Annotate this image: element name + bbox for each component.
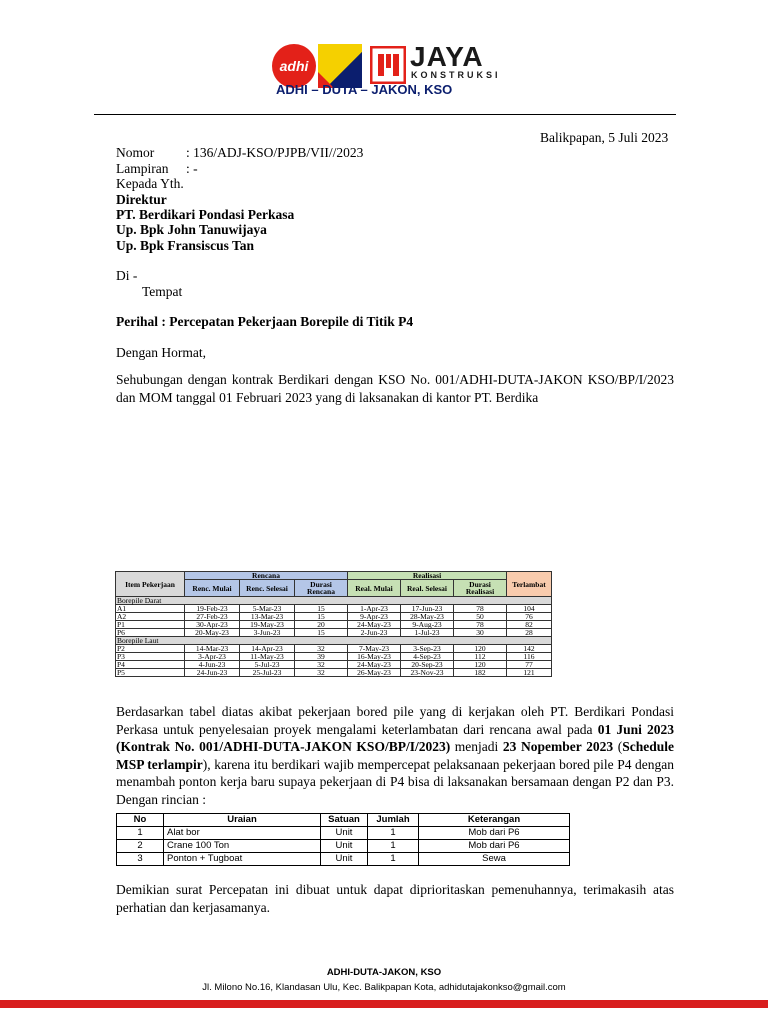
th-no: No — [117, 814, 164, 827]
th-keterangan: Keterangan — [419, 814, 570, 827]
cell: 39 — [295, 653, 348, 661]
recipient-up1: Up. Bpk John Tanuwijaya — [116, 222, 267, 237]
recipient-up2: Up. Bpk Fransiscus Tan — [116, 238, 255, 253]
cell: 28 — [507, 629, 552, 637]
footer-address: Jl. Milono No.16, Klandasan Ulu, Kec. Balikpapan Kota, adhidutajakonkso@gmail.com — [202, 982, 566, 993]
table-row — [116, 621, 552, 629]
cell: 7-May-23 — [348, 645, 401, 653]
cell: 17-Jun-23 — [401, 605, 454, 613]
cell: 1 — [117, 827, 164, 840]
subject-line: Perihal : Percepatan Pekerjaan Borepile di Titik P4 — [116, 314, 414, 329]
cell: 3-Sep-23 — [401, 645, 454, 653]
para-text: ( — [613, 739, 623, 754]
cell: 120 — [454, 645, 507, 653]
cell: 13-Mar-23 — [240, 613, 295, 621]
cell: 5-Mar-23 — [240, 605, 295, 613]
recipient-company: PT. Berdikari Pondasi Perkasa — [116, 207, 295, 222]
th-real-mulai: Real. Mulai — [348, 580, 401, 597]
cell: 24-May-23 — [348, 661, 401, 669]
th-durasi-realisasi: Durasi Realisasi — [454, 580, 507, 597]
cell: 32 — [295, 661, 348, 669]
cell: Alat bor — [164, 827, 321, 840]
cell: 112 — [454, 653, 507, 661]
cell: 14-Mar-23 — [185, 645, 240, 653]
cell: 82 — [507, 621, 552, 629]
cell: 1 — [368, 827, 419, 840]
konstruksi-logo-text: KONSTRUKSI — [411, 70, 501, 80]
th-jumlah: Jumlah — [368, 814, 419, 827]
recipient-kepada: Kepada Yth. — [116, 176, 184, 191]
paragraph-intro: Sehubungan dengan kontrak Berdikari dengan KSO No. 001/ADHI-DUTA-JAKON KSO/BP/I/2023 dan MOM tanggal 01 Februari 2023 yang di laksanakan di kantor PT. Berdika — [116, 372, 674, 405]
cell: 9-Aug-23 — [401, 621, 454, 629]
th-item: Item Pekerjaan — [116, 572, 185, 597]
lampiran-label: Lampiran — [116, 161, 169, 176]
cell: 32 — [295, 669, 348, 677]
th-renc-selesai: Renc. Selesai — [240, 580, 295, 597]
para-bold-date: 01 Juni 2023 (Kontrak No. 001/ADHI-DUTA-JAKON KSO/BP/I/2023) — [116, 721, 674, 754]
table-row — [116, 605, 552, 613]
cell: 4-Sep-23 — [401, 653, 454, 661]
th-realisasi: Realisasi — [348, 572, 507, 580]
table-row — [116, 645, 552, 653]
cell: Mob dari P6 — [419, 840, 570, 853]
cell: 3-Apr-23 — [185, 653, 240, 661]
cell: 77 — [507, 661, 552, 669]
cell: 24-Jun-23 — [185, 669, 240, 677]
para-text: Berdasarkan tabel diatas akibat pekerjaan bored pile yang di kerjakan oleh PT. Berdikari Pondasi Perkasa untuk penyelesaian proyek mengalami keterlambatan dari rencana awal pada — [116, 704, 674, 737]
jaya-logo-mark — [370, 46, 406, 84]
recipient-tempat: Tempat — [142, 284, 183, 299]
para-text: menjadi — [450, 739, 503, 754]
cell: 1 — [368, 853, 419, 866]
table-row — [116, 613, 552, 621]
cell: 4-Jun-23 — [185, 661, 240, 669]
cell: Unit — [321, 827, 368, 840]
schedule-table — [115, 571, 552, 677]
th-renc-mulai: Renc. Mulai — [185, 580, 240, 597]
cell: 32 — [295, 645, 348, 653]
cell: 121 — [507, 669, 552, 677]
cell: Mob dari P6 — [419, 827, 570, 840]
para-bold-schedule: Schedule MSP terlampir — [116, 739, 674, 772]
cell: P6 — [116, 629, 185, 637]
cell: Ponton + Tugboat — [164, 853, 321, 866]
salutation: Dengan Hormat, — [116, 345, 206, 360]
nomor-label: Nomor — [116, 145, 155, 160]
cell: 78 — [454, 621, 507, 629]
cell: Crane 100 Ton — [164, 840, 321, 853]
paragraph-delay — [116, 703, 674, 808]
cell: 19-May-23 — [240, 621, 295, 629]
cell: 2-Jun-23 — [348, 629, 401, 637]
section-borepile-darat: Borepile Darat — [116, 597, 552, 605]
cell: 5-Jul-23 — [240, 661, 295, 669]
cell: 2 — [117, 840, 164, 853]
recipient-title: Direktur — [116, 192, 167, 207]
cell: 182 — [454, 669, 507, 677]
lampiran-value: : - — [186, 161, 198, 176]
cell: P2 — [116, 645, 185, 653]
cell: P4 — [116, 661, 185, 669]
th-uraian: Uraian — [164, 814, 321, 827]
footer-company: ADHI-DUTA-JAKON, KSO — [326, 967, 442, 978]
place-date: Balikpapan, 5 Juli 2023 — [540, 130, 669, 145]
cell: 20-Sep-23 — [401, 661, 454, 669]
section-borepile-laut: Borepile Laut — [116, 637, 552, 645]
cell: 19-Feb-23 — [185, 605, 240, 613]
cell: 116 — [507, 653, 552, 661]
cell: 11-May-23 — [240, 653, 295, 661]
adhi-logo: adhi — [272, 44, 316, 88]
cell: 3 — [117, 853, 164, 866]
nomor-value: : 136/ADJ-KSO/PJPB/VII//2023 — [186, 145, 364, 160]
cell: 15 — [295, 613, 348, 621]
table-row — [117, 853, 570, 866]
footer-bar — [0, 1000, 768, 1008]
cell: A1 — [116, 605, 185, 613]
cell: P5 — [116, 669, 185, 677]
th-rencana: Rencana — [185, 572, 348, 580]
table-row — [116, 661, 552, 669]
cell: 104 — [507, 605, 552, 613]
cell: 26-May-23 — [348, 669, 401, 677]
cell: 50 — [454, 613, 507, 621]
cell: 16-May-23 — [348, 653, 401, 661]
cell: 30 — [454, 629, 507, 637]
cell: 3-Jun-23 — [240, 629, 295, 637]
table-row — [117, 840, 570, 853]
cell: Unit — [321, 840, 368, 853]
th-real-selesai: Real. Selesai — [401, 580, 454, 597]
cell: 1-Apr-23 — [348, 605, 401, 613]
company-name: ADHI – DUTA – JAKON, KSO — [276, 82, 453, 97]
header-divider — [94, 114, 676, 115]
cell: 23-Nov-23 — [401, 669, 454, 677]
cell: Unit — [321, 853, 368, 866]
cell: 142 — [507, 645, 552, 653]
table-row — [116, 653, 552, 661]
cell: 25-Jul-23 — [240, 669, 295, 677]
table-row — [117, 827, 570, 840]
cell: 30-Apr-23 — [185, 621, 240, 629]
cell: 15 — [295, 605, 348, 613]
cell: 24-May-23 — [348, 621, 401, 629]
cell: 76 — [507, 613, 552, 621]
detail-table — [116, 813, 570, 866]
cell: Sewa — [419, 853, 570, 866]
cell: 120 — [454, 661, 507, 669]
cell: 78 — [454, 605, 507, 613]
cell: 1 — [368, 840, 419, 853]
jaya-logo-text: JAYA — [410, 41, 484, 72]
th-terlambat: Terlambat — [507, 572, 552, 597]
th-satuan: Satuan — [321, 814, 368, 827]
table-row — [116, 669, 552, 677]
cell: 27-Feb-23 — [185, 613, 240, 621]
cell: 28-May-23 — [401, 613, 454, 621]
th-durasi-rencana: Durasi Rencana — [295, 580, 348, 597]
para-text: ), karena itu berdikari wajib mempercepat pelaksanaan pekerjaan bored pile P4 dengan menambah ponton kerja baru supaya pekerjaan di P4 bisa di laksanakan bersamaan dengan P2 dan P3. Dengan rincian : — [116, 756, 674, 807]
paragraph-closing: Demikian surat Percepatan ini dibuat untuk dapat diprioritaskan pemenuhannya, terimakasih atas perhatian dan kerjasamanya. — [116, 882, 674, 915]
cell: P1 — [116, 621, 185, 629]
cell: A2 — [116, 613, 185, 621]
cell: 20 — [295, 621, 348, 629]
cell: 15 — [295, 629, 348, 637]
cell: 1-Jul-23 — [401, 629, 454, 637]
cell: 14-Apr-23 — [240, 645, 295, 653]
para-bold-newdate: 23 Nopember 2023 — [502, 739, 614, 754]
table-row — [116, 629, 552, 637]
cell: 20-May-23 — [185, 629, 240, 637]
recipient-di: Di - — [116, 268, 138, 283]
cell: 9-Apr-23 — [348, 613, 401, 621]
cell: P3 — [116, 653, 185, 661]
